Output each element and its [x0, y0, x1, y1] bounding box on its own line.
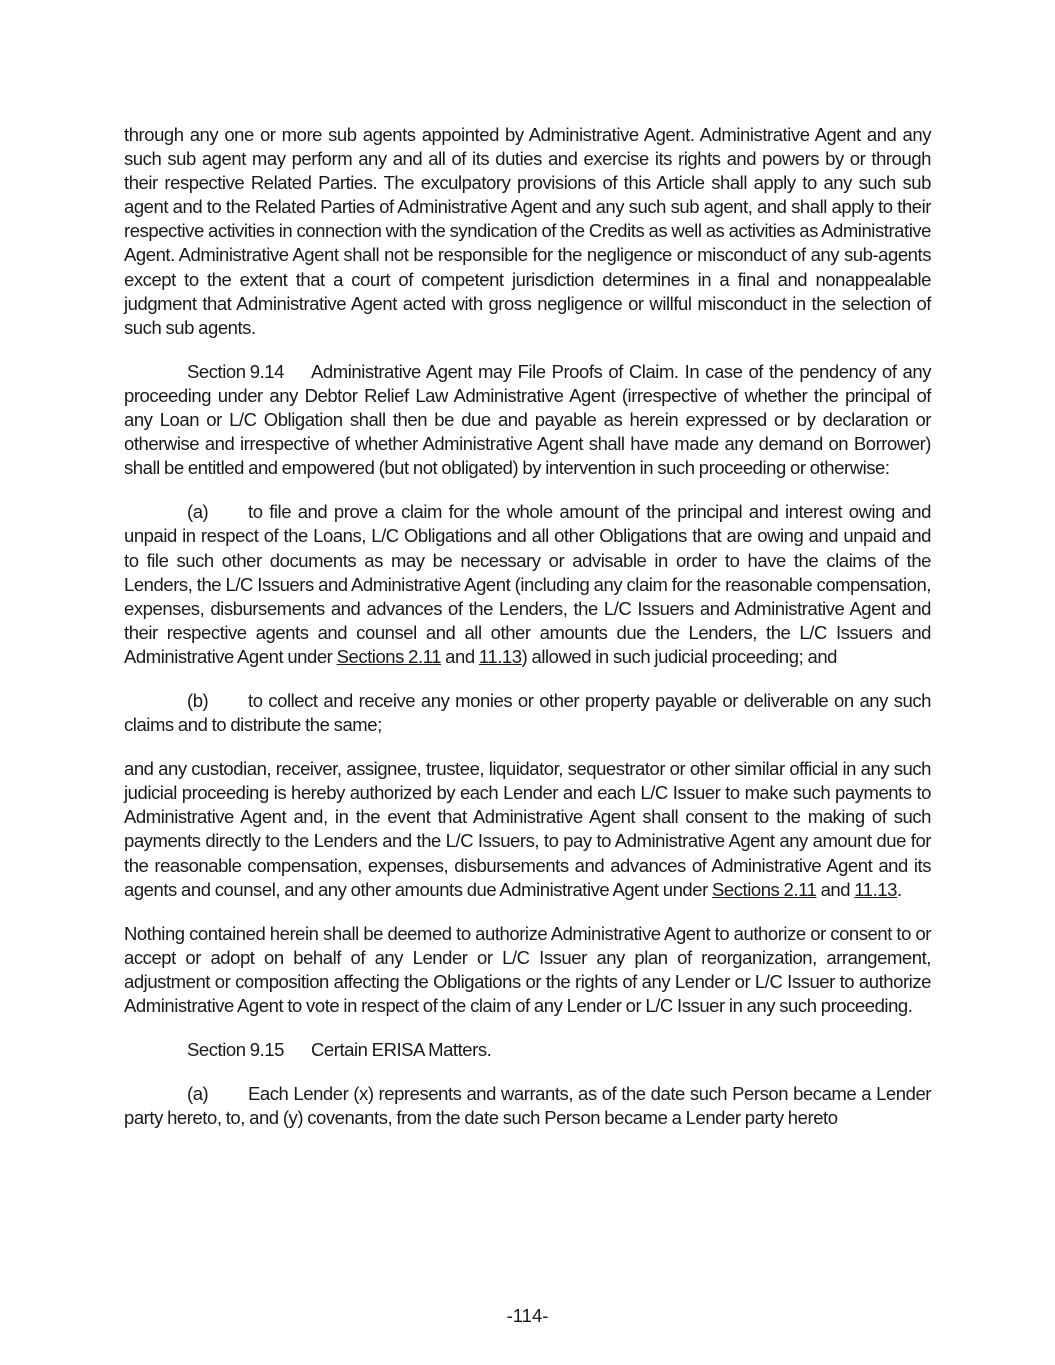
paragraph-nothing-contained: Nothing contained herein shall be deemed to authorize Administrative Agent to authorize or consent to or accept or adopt on behalf of any Lender or L/C Issuer any plan of reorganization, arrangement, adjustment or composition affecting the Obligations or the rights of any Lender or L/C Issuer to authorize Administrative Agent to vote in respect of the claim of any Lender or L/C Issuer in any such proceeding. [124, 922, 931, 1016]
paragraph-text: and [816, 878, 855, 900]
clause-text: Each Lender (x) represents and warrants, as of the date such Person became a Lender party hereto, to, and (y) covenants, from the date such Person became a Lender party hereto [124, 1083, 931, 1129]
clause-text: to file and prove a claim for the whole amount of the principal and interest owing and unpaid in respect of the Loans, L/C Obligations and all other Obligations that are owing and unpaid and to file such other documents as may be necessary or advisable in order to have the claims of the Lenders, the L/C Issuers and Administrative Agent (including any claim for the reasonable compensation, expenses, disbursements and advances of the Lenders, the L/C Issuers and Administrative Agent and their respective agents and counsel and all other amounts due the Lenders, the L/C Issuers and Administrative Agent under [124, 501, 931, 667]
section-number: Section 9.15 [187, 1039, 284, 1061]
section-reference-link[interactable]: Sections 2.11 [336, 645, 441, 667]
section-number: Section 9.14 [187, 360, 284, 382]
section-heading: Certain ERISA Matters. [311, 1039, 492, 1061]
clause-label: (a) [187, 1083, 209, 1105]
section-reference-link[interactable]: Sections 2.11 [712, 878, 817, 900]
section-reference-link[interactable]: 11.13 [478, 645, 522, 667]
clause-text: ) allowed in such judicial proceeding; and [521, 645, 837, 667]
section-9-15 [124, 1038, 931, 1062]
page-number: -114- [506, 1305, 549, 1326]
section-body: In case of the pendency of any proceeding under any Debtor Relief Law Administrative Agent (irrespective of whether the principal of any Loan or L/C Obligation shall then be due and payable as herein expressed or by declaration or otherwise and irrespective of whether Administrative Agent shall have made any demand on Borrower) shall be entitled and empowered (but not obligated) by intervention in such proceeding or otherwise: [124, 360, 932, 479]
section-heading: Administrative Agent may File Proofs of Claim. [311, 360, 679, 382]
paragraph-text: and any custodian, receiver, assignee, trustee, liquidator, sequestrator or other similar official in any such judicial proceeding is hereby authorized by each Lender and each L/C Issuer to make such payments to Administrative Agent and, in the event that Administrative Agent shall consent to the making of such payments directly to the Lenders and the L/C Issuers, to pay to Administrative Agent any amount due for the reasonable compensation, expenses, disbursements and advances of Administrative Agent and its agents and counsel, and any other amounts due Administrative Agent under [124, 758, 931, 900]
clause-label: (b) [187, 689, 209, 711]
clause-text: and [440, 645, 479, 667]
document-page [124, 123, 931, 1150]
paragraph-sub-agents: through any one or more sub agents appointed by Administrative Agent. Administrative Agent and any such sub agent may perform any and all of its duties and exercise its rights and powers by or through their respective Related Parties. The exculpatory provisions of this Article shall apply to any such sub agent and to the Related Parties of Administrative Agent and any such sub agent, and shall apply to their respective activities in connection with the syndication of the Credits as well as activities as Administrative Agent. Administrative Agent shall not be responsible for the negligence or misconduct of any sub-agents except to the extent that a court of competent jurisdiction determines in a final and nonappealable judgment that Administrative Agent acted with gross negligence or willful misconduct in the selection of such sub agents. [124, 124, 931, 338]
paragraph-text: . [896, 878, 902, 900]
clause-text: to collect and receive any monies or other property payable or deliverable on any such claims and to distribute the same; [124, 689, 931, 736]
clause-label: (a) [187, 501, 209, 523]
section-9-14 [124, 360, 931, 480]
clause-b [124, 689, 931, 737]
clause-9-15-a [124, 1082, 931, 1130]
paragraph-custodian [124, 757, 931, 902]
section-reference-link[interactable]: 11.13 [854, 878, 897, 900]
clause-a [124, 500, 931, 669]
